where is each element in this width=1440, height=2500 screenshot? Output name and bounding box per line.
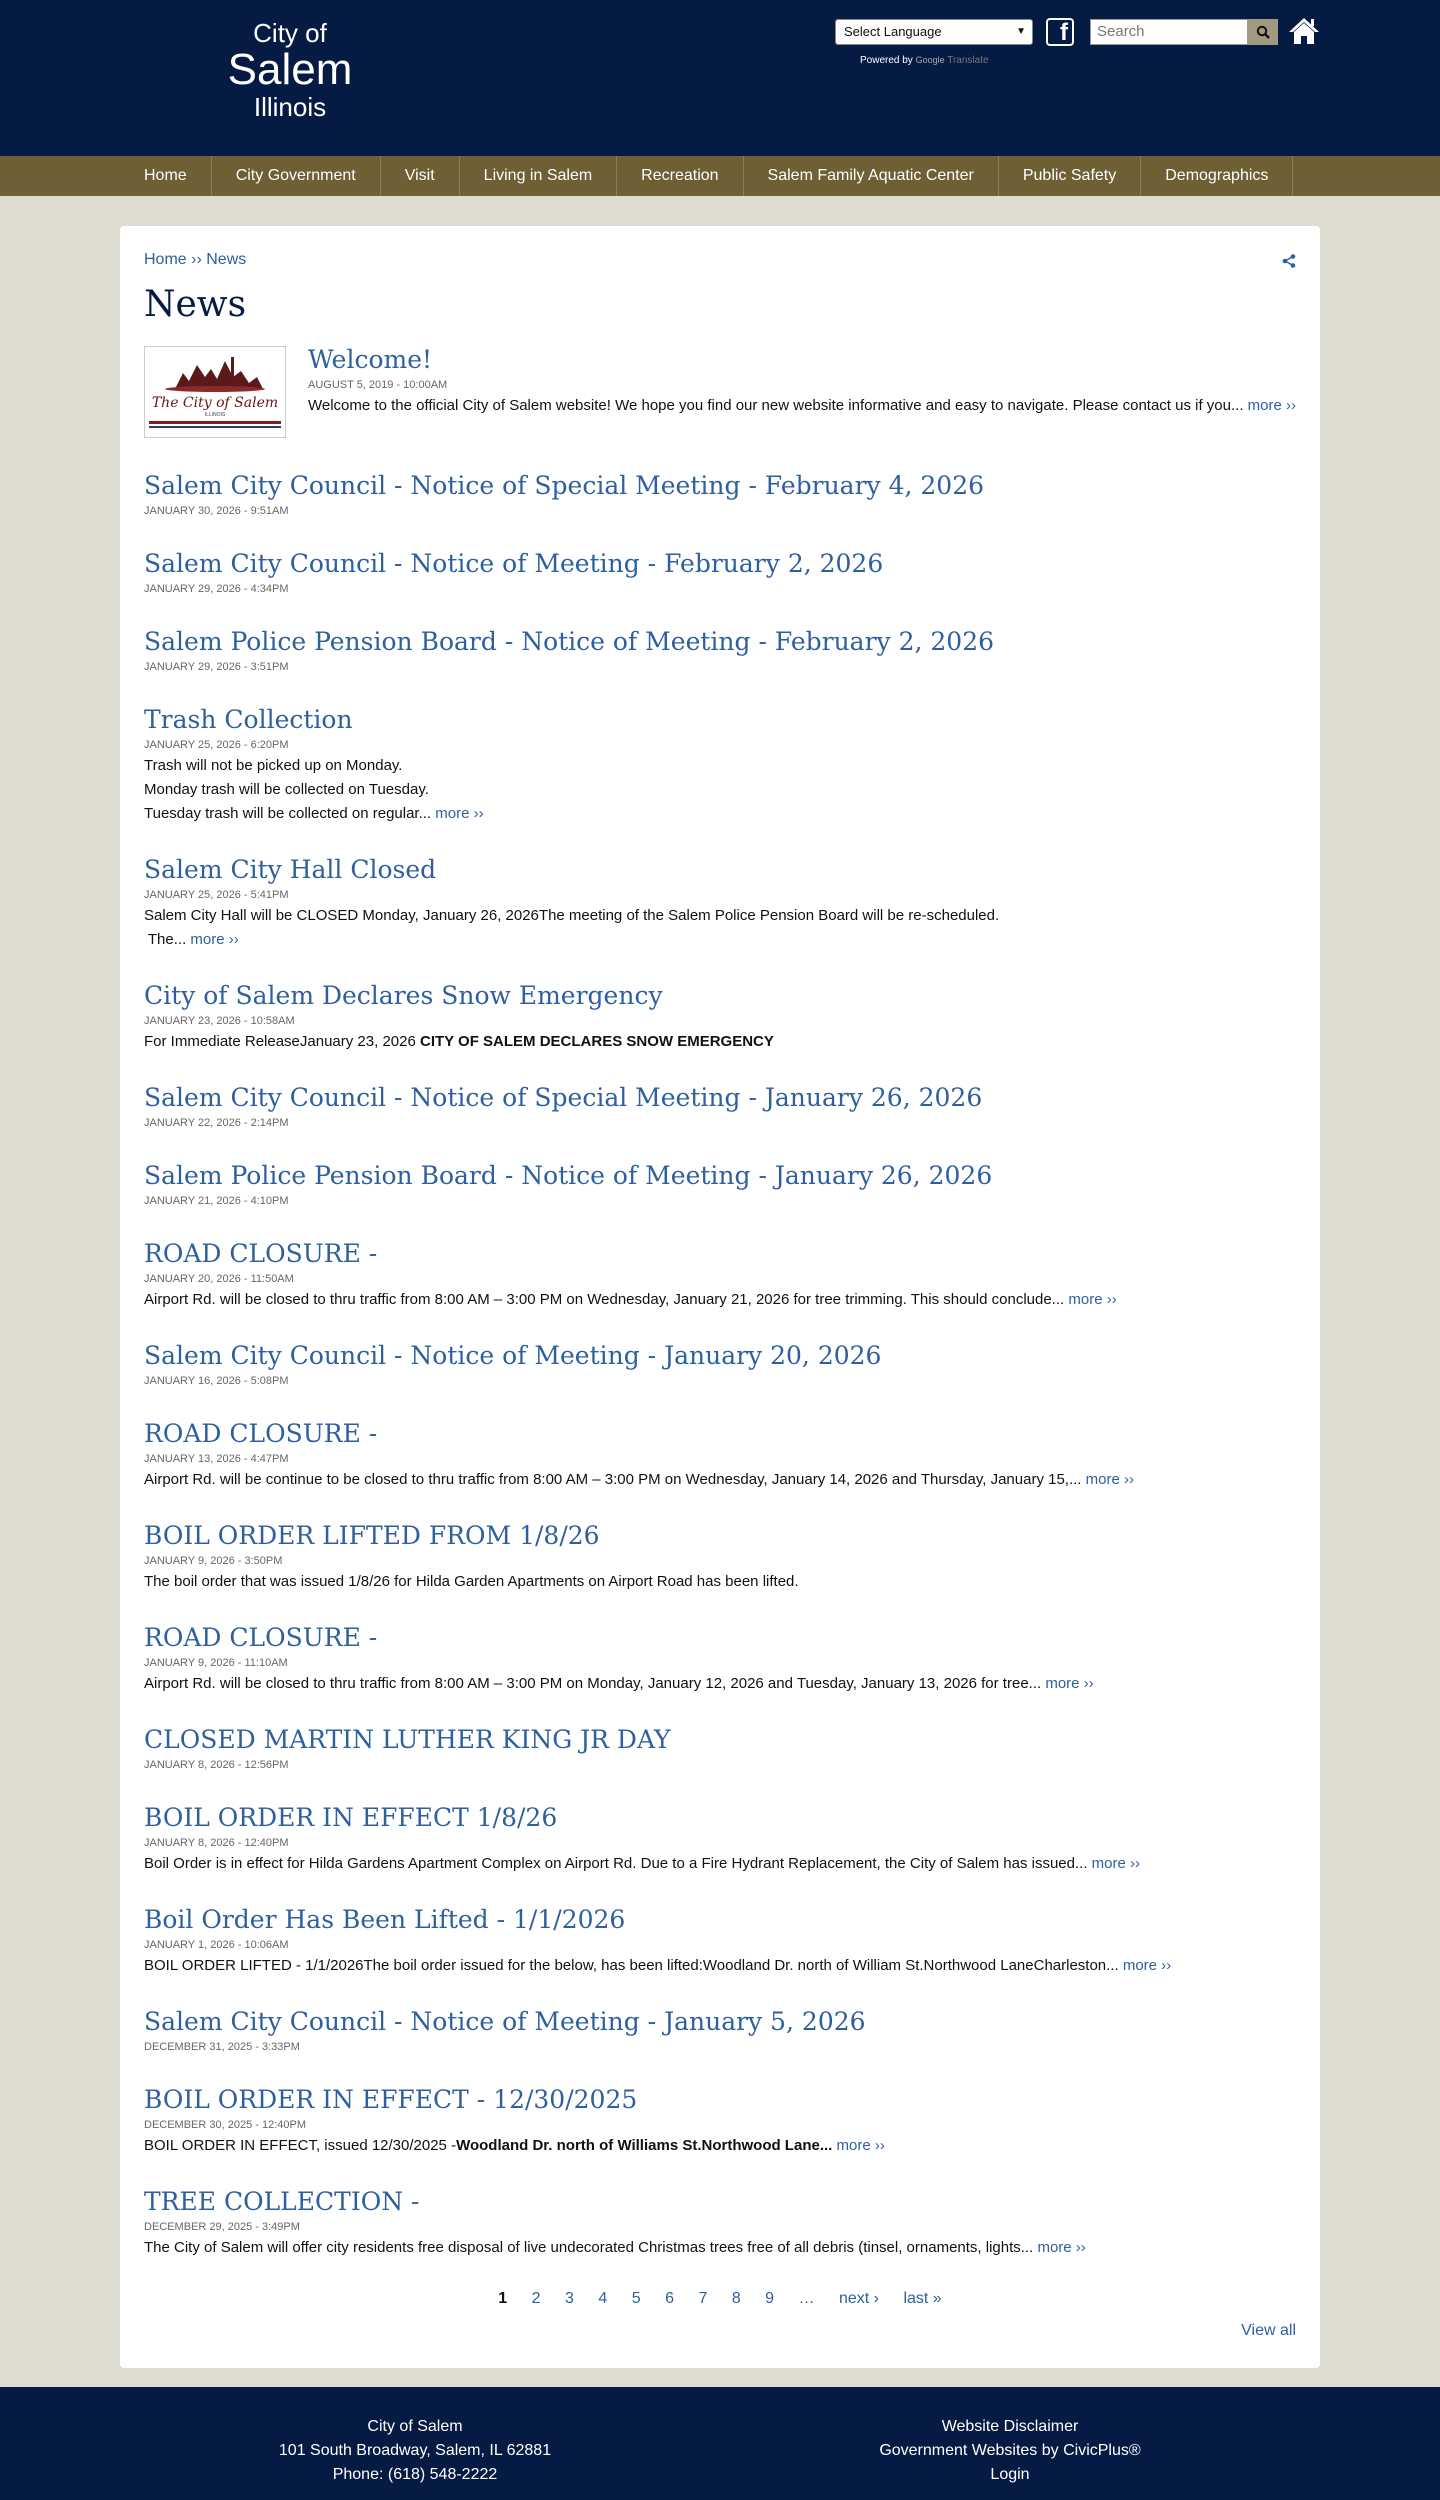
news-description <box>144 1030 1294 1054</box>
main-nav <box>0 156 1440 196</box>
more-link[interactable]: more ›› <box>1247 397 1297 414</box>
news-title[interactable]: Salem City Council - Notice of Meeting - January 5, 2026 <box>144 2007 866 2036</box>
news-date: JANUARY 1, 2026 - 10:06AM <box>144 1939 289 1951</box>
news-title[interactable]: Salem City Council - Notice of Special Meeting - January 26, 2026 <box>144 1083 983 1112</box>
news-title[interactable]: Salem City Hall Closed <box>144 855 437 884</box>
news-item <box>144 980 1294 1054</box>
page-link[interactable]: 5 <box>631 2290 641 2307</box>
logo-line-3: Illinois <box>253 92 327 122</box>
news-description <box>308 394 1298 418</box>
home-icon[interactable] <box>1288 16 1320 46</box>
news-item <box>144 1418 1294 1492</box>
news-item <box>144 1082 1294 1130</box>
news-item <box>144 1238 1294 1312</box>
news-title[interactable]: ROAD CLOSURE - <box>144 1239 378 1268</box>
news-text: Airport Rd. will be continue to be closed to thru traffic from 8:00 AM – 3:00 PM on Wednesday, January 14, 2026 and Thursday, January 15,... <box>144 1471 1082 1488</box>
news-title[interactable]: Salem City Council - Notice of Meeting - January 20, 2026 <box>144 1341 882 1370</box>
news-item <box>144 2006 1294 2054</box>
news-title[interactable]: Salem City Council - Notice of Special Meeting - February 4, 2026 <box>144 471 985 500</box>
svg-text:ILLINOIS: ILLINOIS <box>204 412 226 418</box>
logo-line-1: City of <box>253 18 327 48</box>
news-date: JANUARY 22, 2026 - 2:14PM <box>144 1117 289 1129</box>
more-link[interactable]: more ›› <box>435 805 484 822</box>
news-date: DECEMBER 29, 2025 - 3:49PM <box>144 2221 300 2233</box>
search-input[interactable]: Search <box>1090 19 1248 45</box>
news-description <box>144 904 1294 952</box>
news-item <box>144 470 1294 518</box>
more-link[interactable]: more ›› <box>190 931 239 948</box>
login-link[interactable]: Login <box>990 2466 1030 2483</box>
news-date: JANUARY 29, 2026 - 3:51PM <box>144 661 289 673</box>
news-text: Airport Rd. will be closed to thru traffic from 8:00 AM – 3:00 PM on Monday, January 12, 2026 and Tuesday, January 13, 2026 for tree... <box>144 1675 1042 1692</box>
share-icon[interactable] <box>1282 254 1296 268</box>
page-link[interactable]: 2 <box>531 2290 541 2307</box>
news-date: DECEMBER 30, 2025 - 12:40PM <box>144 2119 307 2131</box>
more-link[interactable]: more ›› <box>1122 1957 1172 1974</box>
logo-line-2: Salem <box>227 45 353 94</box>
news-date: JANUARY 9, 2026 - 3:50PM <box>144 1555 283 1567</box>
language-select[interactable] <box>835 19 1033 45</box>
search-icon <box>1256 25 1270 39</box>
news-text: For Immediate ReleaseJanuary 23, 2026 <box>144 1033 420 1050</box>
news-item <box>144 626 1294 674</box>
news-text-bold: Woodland Dr. north of Williams St.Northwood Lane... <box>456 2137 833 2154</box>
site-header <box>0 0 1440 156</box>
website-disclaimer-link[interactable]: Website Disclaimer <box>941 2418 1079 2435</box>
news-date: JANUARY 23, 2026 - 10:58AM <box>144 1015 295 1027</box>
news-title[interactable]: TREE COLLECTION - <box>144 2187 420 2216</box>
news-title[interactable]: BOIL ORDER IN EFFECT 1/8/26 <box>144 1803 558 1832</box>
news-item <box>144 1340 1294 1388</box>
site-footer <box>0 2387 1440 2500</box>
news-description: The boil order that was issued 1/8/26 for Hilda Garden Apartments on Airport Road has been lifted. <box>144 1573 799 1590</box>
more-link[interactable]: more ›› <box>1037 2239 1086 2256</box>
news-title[interactable]: City of Salem Declares Snow Emergency <box>144 981 663 1010</box>
footer-contact <box>215 2415 615 2487</box>
breadcrumb-current[interactable]: News <box>206 251 247 268</box>
language-select-label: Select Language <box>844 24 942 39</box>
news-description <box>144 1468 1294 1492</box>
news-date: JANUARY 9, 2026 - 11:10AM <box>144 1657 288 1669</box>
news-date: JANUARY 13, 2026 - 4:47PM <box>144 1453 289 1465</box>
more-link[interactable]: more ›› <box>1091 1855 1140 1872</box>
news-item <box>144 1160 1294 1208</box>
news-item <box>144 1802 1294 1876</box>
nav-item-living-in-salem[interactable]: Living in Salem <box>460 156 618 196</box>
news-text-line: Trash will not be picked up on Monday. <box>144 757 403 774</box>
news-date: AUGUST 5, 2019 - 10:00AM <box>308 379 448 391</box>
news-title[interactable]: CLOSED MARTIN LUTHER KING JR DAY <box>144 1725 671 1754</box>
news-description <box>144 1852 1294 1876</box>
news-description <box>144 1672 1294 1696</box>
news-description <box>144 2236 1294 2260</box>
page-link[interactable]: 8 <box>731 2290 741 2307</box>
news-title[interactable]: ROAD CLOSURE - <box>144 1419 378 1448</box>
news-text-line: Tuesday trash will be collected on regular... <box>144 805 432 822</box>
svg-text:The City of Salem: The City of Salem <box>151 395 279 411</box>
news-text-line: Salem City Hall will be CLOSED Monday, January 26, 2026The meeting of the Salem Police Pension Board will be re-scheduled. <box>144 907 1000 924</box>
next-page-link[interactable]: next › <box>838 2290 879 2307</box>
news-text: The City of Salem will offer city residents free disposal of live undecorated Christmas trees free of all debris (tinsel, ornaments, lights... <box>144 2239 1034 2256</box>
page-link[interactable]: 7 <box>698 2290 708 2307</box>
more-link[interactable]: more ›› <box>1045 1675 1094 1692</box>
news-date: DECEMBER 31, 2025 - 3:33PM <box>144 2041 300 2053</box>
nav-item-visit[interactable]: Visit <box>381 156 460 196</box>
news-date: JANUARY 20, 2026 - 11:50AM <box>144 1273 294 1285</box>
news-date: JANUARY 16, 2026 - 5:08PM <box>144 1375 289 1387</box>
page-link[interactable]: 6 <box>665 2290 674 2307</box>
more-link[interactable]: more ›› <box>1085 1471 1134 1488</box>
news-title[interactable]: ROAD CLOSURE - <box>144 1623 378 1652</box>
main-content <box>120 226 1320 2368</box>
chevron-down-icon: ▼ <box>1016 26 1026 37</box>
news-description <box>144 754 1294 826</box>
news-title[interactable]: BOIL ORDER IN EFFECT - 12/30/2025 <box>144 2085 638 2114</box>
news-title[interactable]: BOIL ORDER LIFTED FROM 1/8/26 <box>144 1521 600 1550</box>
news-title[interactable]: Salem Police Pension Board - Notice of Meeting - January 26, 2026 <box>144 1161 993 1190</box>
page-link[interactable]: 4 <box>598 2290 608 2307</box>
pagination <box>120 2290 1320 2308</box>
news-date: JANUARY 8, 2026 - 12:56PM <box>144 1759 289 1771</box>
news-item <box>144 548 1294 596</box>
news-title[interactable]: Salem City Council - Notice of Meeting - February 2, 2026 <box>144 549 884 578</box>
news-item <box>144 1904 1294 1978</box>
nav-item-public-safety[interactable]: Public Safety <box>999 156 1141 196</box>
news-item <box>144 2084 1294 2158</box>
news-text: Welcome to the official City of Salem website! We hope you find our new website informative and easy to navigate. Please contact us if you... <box>308 397 1244 414</box>
news-text: BOIL ORDER LIFTED - 1/1/2026The boil order issued for the below, has been lifted:Woodland Dr. north of William St.Northwood LaneCharleston... <box>144 1957 1119 1974</box>
powered-by-label: Powered by <box>860 55 913 66</box>
view-all-link[interactable]: View all <box>1241 2322 1296 2339</box>
news-item <box>308 344 1298 418</box>
footer-links <box>810 2415 1210 2487</box>
news-title[interactable]: Welcome! <box>308 345 433 374</box>
news-text-line: Monday trash will be collected on Tuesday. <box>144 781 429 798</box>
breadcrumb <box>144 251 246 269</box>
news-text-line: The... <box>144 931 187 948</box>
page-link[interactable]: 9 <box>765 2290 775 2307</box>
news-text: BOIL ORDER IN EFFECT, issued 12/30/2025 - <box>144 2137 457 2154</box>
last-page-link[interactable]: last » <box>903 2290 942 2307</box>
news-item <box>144 2186 1294 2260</box>
news-date: JANUARY 8, 2026 - 12:40PM <box>144 1837 289 1849</box>
breadcrumb-separator: ›› <box>191 251 202 268</box>
news-item <box>144 704 1294 826</box>
news-description <box>144 1954 1294 1978</box>
site-logo[interactable] <box>195 18 385 122</box>
facebook-icon[interactable]: f <box>1046 18 1074 46</box>
welcome-thumbnail[interactable] <box>144 346 286 438</box>
powered-by-translate <box>860 55 989 66</box>
civicplus-credit-link[interactable]: Government Websites by CivicPlus® <box>879 2442 1141 2459</box>
news-date: JANUARY 25, 2026 - 5:41PM <box>144 889 289 901</box>
translate-link[interactable]: Translate <box>947 55 989 66</box>
news-item <box>144 1622 1294 1696</box>
more-link[interactable]: more ›› <box>836 2137 885 2154</box>
nav-item-aquatic-center[interactable]: Salem Family Aquatic Center <box>744 156 999 196</box>
nav-item-city-government[interactable]: City Government <box>212 156 381 196</box>
more-link[interactable]: more ›› <box>1068 1291 1117 1308</box>
news-date: JANUARY 25, 2026 - 6:20PM <box>144 739 289 751</box>
page-link[interactable]: 3 <box>565 2290 574 2307</box>
news-text-bold: CITY OF SALEM DECLARES SNOW EMERGENCY <box>419 1033 774 1050</box>
nav-item-home[interactable]: Home <box>120 156 212 196</box>
news-item <box>144 854 1294 952</box>
page-title: News <box>144 284 247 325</box>
news-title[interactable]: Salem Police Pension Board - Notice of Meeting - February 2, 2026 <box>144 627 995 656</box>
news-item <box>144 1724 1294 1772</box>
footer-phone: Phone: (618) 548-2222 <box>332 2466 498 2483</box>
news-date: JANUARY 30, 2026 - 9:51AM <box>144 505 289 517</box>
news-description <box>144 1288 1294 1312</box>
page-link-current: 1 <box>498 2290 508 2307</box>
nav-item-demographics[interactable]: Demographics <box>1141 156 1293 196</box>
breadcrumb-home[interactable]: Home <box>144 251 187 268</box>
news-title[interactable]: Boil Order Has Been Lifted - 1/1/2026 <box>144 1905 626 1934</box>
pagination-ellipsis: … <box>798 2290 815 2307</box>
footer-address: 101 South Broadway, Salem, IL 62881 <box>278 2442 552 2459</box>
news-description <box>144 2134 1294 2158</box>
search-button[interactable] <box>1248 19 1278 45</box>
news-date: JANUARY 29, 2026 - 4:34PM <box>144 583 289 595</box>
footer-org-name: City of Salem <box>367 2418 463 2435</box>
news-date: JANUARY 21, 2026 - 4:10PM <box>144 1195 289 1207</box>
news-title[interactable]: Trash Collection <box>144 705 353 734</box>
news-item <box>144 1520 1294 1594</box>
news-text: Airport Rd. will be closed to thru traffic from 8:00 AM – 3:00 PM on Wednesday, January 21, 2026 for tree trimming. This should conclude... <box>144 1291 1065 1308</box>
nav-item-recreation[interactable]: Recreation <box>617 156 743 196</box>
google-label: Google <box>915 55 945 65</box>
news-text: Boil Order is in effect for Hilda Gardens Apartment Complex on Airport Rd. Due to a Fire Hydrant Replacement, the City of Salem has issued... <box>144 1855 1088 1872</box>
